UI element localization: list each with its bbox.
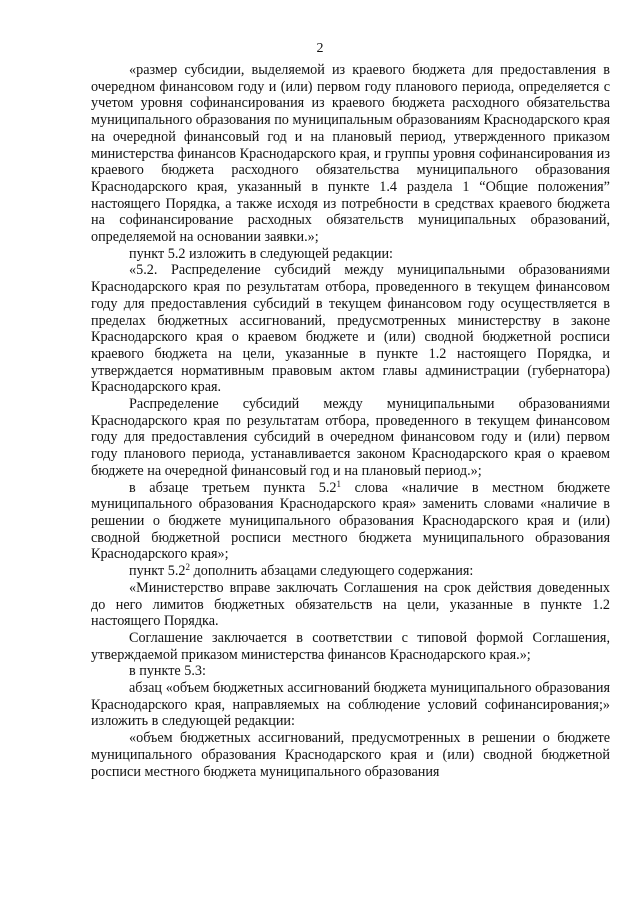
paragraph-item-5-2-1-after: слова «наличие в местном бюджете муниципального образования Краснодарского края» заменить словами «наличие в решении о бюджете муниципального образования Краснодарского края и (или) сводной бюджетной росписи местного бюджета муниципального образования Краснодарского края»; [91,479,611,563]
paragraph-item-5-2-text: «5.2. Распределение субсидий между муниципальными образованиями Краснодарского края по результатам отбора, проведенного в текущем финансовом году для предоставления субсидий в текущем финансовом году осуществляется в пределах бюджетных ассигнований, предусмотренных министерству в законе Краснодарского края о краевом бюджете и (или) сводной бюджетной росписи краевого бюджета на цели, указанные в пункте 1.2 настоящего Порядка, и утверждается нормативным правовым актом главы администрации (губернатора) Краснодарского края. [91,262,610,396]
page-number: 2 [316,41,324,56]
paragraph-agreement-form: Соглашение заключается в соответствии с типовой формой Соглашения, утверждаемой приказом министерства финансов Краснодарского края.»; [91,629,610,663]
paragraph-item-5-2-2-after: дополнить абзацами следующего содержания: [189,563,474,580]
paragraph-subsidy-amount: «размер субсидии, выделяемой из краевого бюджета для предоставления в очередном финансовом году и (или) первом году планового периода, определяется с учетом уровня софинансирования из краевого бюджета расходного обязательства муниципального образования по муниципальным образованиям Краснодарского края на очередной финансовый год и на плановый период, утвержденного приказом министерства финансов Краснодарского края, и группы уровня софинансирования из краевого бюджета расходного обязательства муниципального образования Краснодарского края, указанный в пункте 1.4 раздела 1 “Общие положения” настоящего Порядка, а также исходя из потребности в средствах краевого бюджета на софинансирование расходных обязательств муниципальных образований, определяемой на основании заявки.»; [91,62,610,246]
paragraph-item-5-2-2-amend [91,563,610,580]
superscript-2: 2 [185,562,190,573]
document-body [91,62,610,780]
paragraph-item-5-2-2-before: пункт 5.2 [129,563,186,580]
paragraph-item-5-3-abzac: абзац «объем бюджетных ассигнований бюджета муниципального образования Краснодарского края, направляемых на соблюдение условий софинансирования;» изложить в следующей редакции: [91,680,610,730]
paragraph-ministry-agreements: «Министерство вправе заключать Соглашения на срок действия доведенных до него лимитов бюджетных обязательств на цели, указанные в пункте 1.2 настоящего Порядка. [91,579,610,630]
superscript-1: 1 [336,478,341,489]
paragraph-distribution: Распределение субсидий между муниципальными образованиями Краснодарского края по результатам отбора, проведенного в текущем финансовом году для предоставления субсидий в очередном финансовом году и (или) первом году планового периода, устанавливается законом Краснодарского края о краевом бюджете на очередной финансовый год и на плановый период.»; [91,396,610,479]
paragraph-item-5-2-intro: пункт 5.2 изложить в следующей редакции: [129,245,393,262]
paragraph-item-5-2-1-amend [91,480,610,564]
paragraph-new-wording: «объем бюджетных ассигнований, предусмотренных в решении о бюджете муниципального образования Краснодарского края и (или) сводной бюджетной росписи местного бюджета муниципального образования [91,730,610,780]
paragraph-item-5-2-1-before: в абзаце третьем пункта 5.2 [129,479,337,496]
paragraph-item-5-3-intro: в пункте 5.3: [129,663,206,680]
